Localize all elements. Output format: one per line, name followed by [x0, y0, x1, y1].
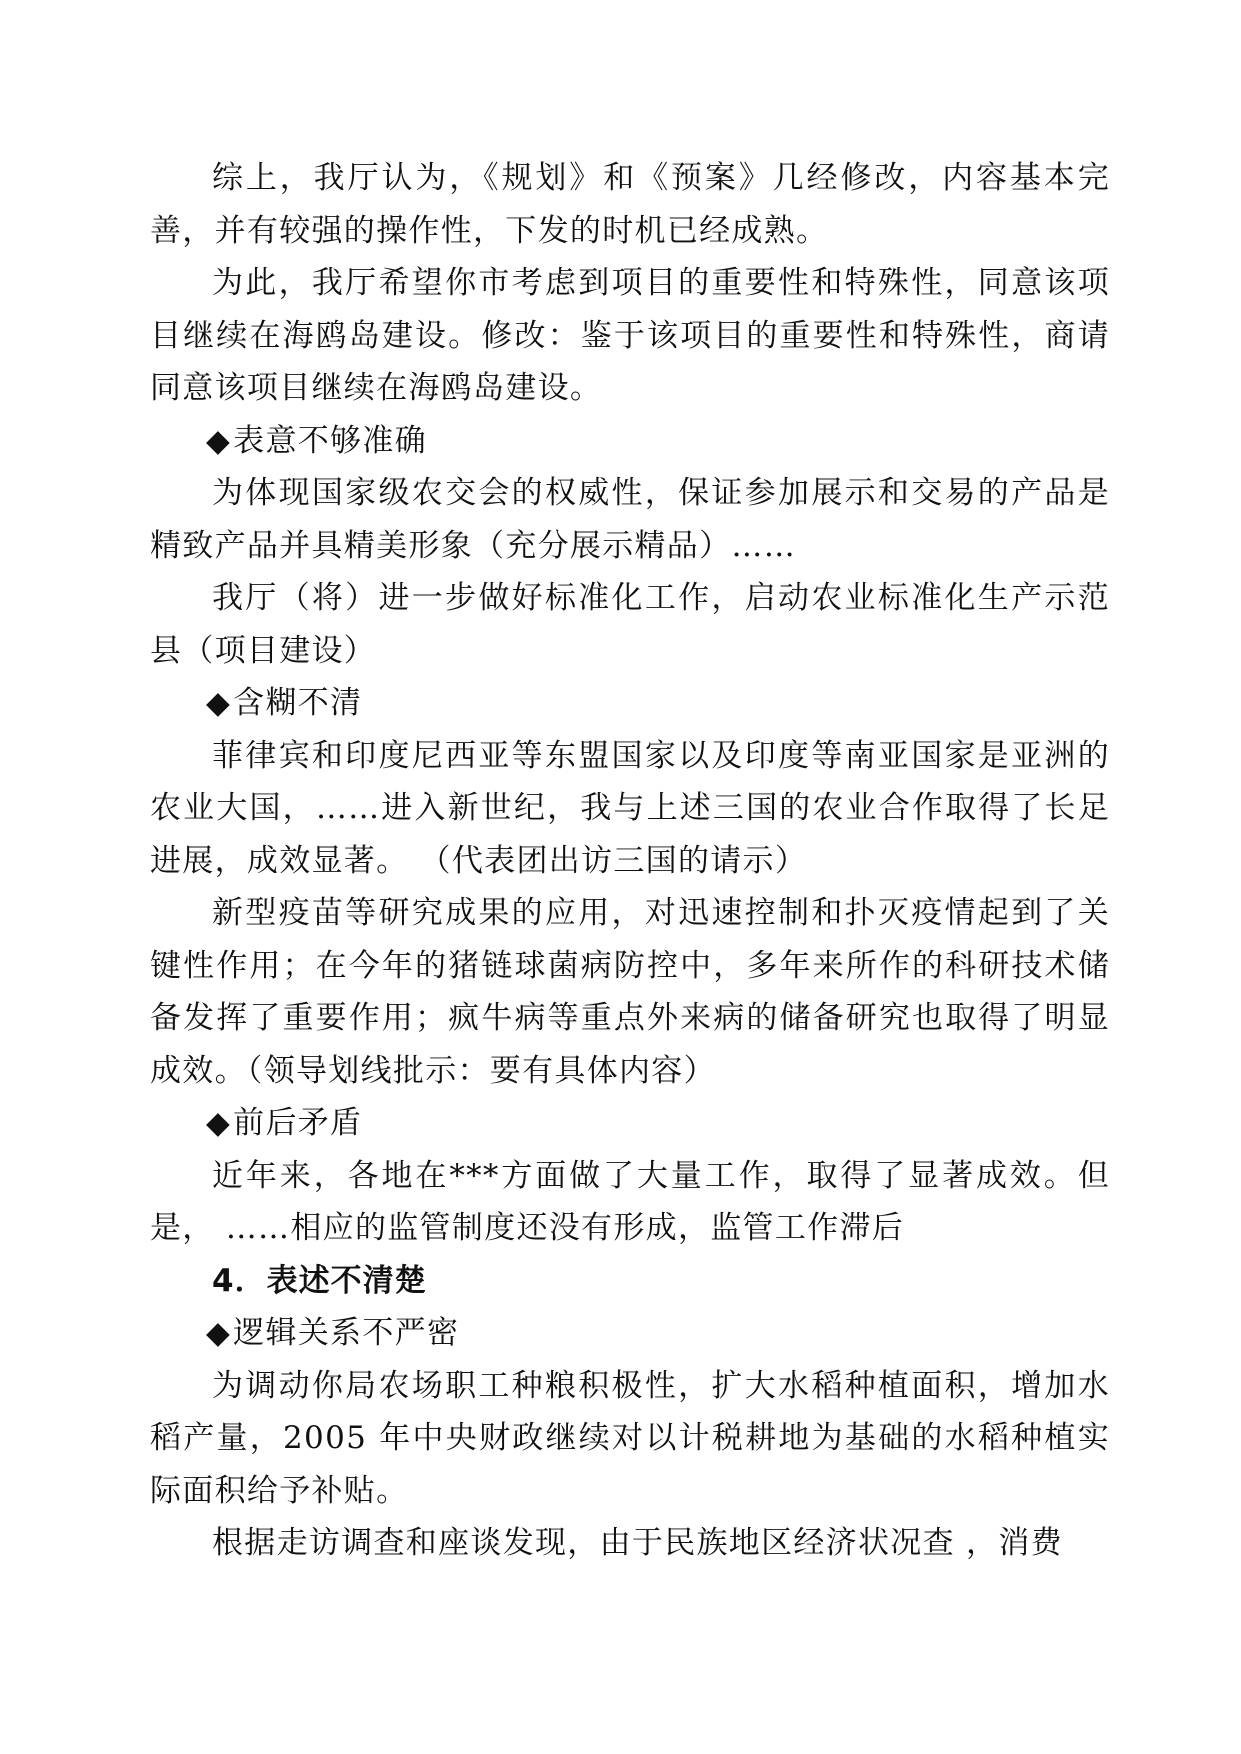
diamond-bullet-icon: ◆: [206, 1315, 232, 1351]
diamond-bullet-icon: ◆: [206, 685, 232, 721]
paragraph-summary: 综上，我厅认为，《规划》和《预案》几经修改，内容基本完善，并有较强的操作性，下发的时机已经成熟。: [150, 160, 1110, 249]
paragraph-example-4: 新型疫苗等研究成果的应用，对迅速控制和扑灭疫情起到了关键性作用；在今年的猪链球菌病防控中，多年来所作的科研技术储备发挥了重要作用；疯牛病等重点外来病的储备研究也取得了明显成效。（领导划线批示：要有具体内容）: [150, 895, 1110, 1089]
paragraph-example-3: 菲律宾和印度尼西亚等东盟国家以及印度等南亚国家是亚洲的农业大国，……进入新世纪，我与上述三国的农业合作取得了长足进展，成效显著。 （代表团出访三国的请示）: [150, 737, 1110, 879]
section-marker-inaccurate: ◆表意不够准确: [150, 415, 1110, 468]
section-marker-logic: ◆逻辑关系不严密: [150, 1307, 1110, 1360]
paragraph-revision: 为此，我厅希望你市考虑到项目的重要性和特殊性，同意该项目继续在海鸥岛建设。修改：鉴于该项目的重要性和特殊性，商请同意该项目继续在海鸥岛建设。: [150, 265, 1110, 406]
paragraph-example-2: 我厅（将）进一步做好标准化工作，启动农业标准化生产示范县（项目建设）: [150, 580, 1110, 669]
paragraph-example-5: 近年来，各地在***方面做了大量工作，取得了显著成效。但是， ……相应的监管制度还没有形成，监管工作滞后: [150, 1157, 1110, 1246]
section-heading: 4．表述不清楚: [212, 1262, 427, 1299]
diamond-bullet-icon: ◆: [206, 1105, 232, 1141]
diamond-bullet-icon: ◆: [206, 422, 232, 459]
paragraph-example-7: 根据走访调查和座谈发现，由于民族地区经济状况查 ，消费: [212, 1525, 1063, 1561]
paragraph-example-1: 为体现国家级农交会的权威性，保证参加展示和交易的产品是精致产品并具精美形象（充分展示精品）……: [150, 475, 1110, 564]
section-marker-contradiction: ◆前后矛盾: [150, 1097, 1110, 1150]
paragraph-example-6: 为调动你局农场职工种粮积极性，扩大水稻种植面积，增加水稻产量，2005 年中央财政继续对以计税耕地为基础的水稻种植实际面积给予补贴。: [150, 1367, 1110, 1509]
document-page: [150, 152, 1110, 1570]
section-marker-vague: ◆含糊不清: [150, 677, 1110, 730]
